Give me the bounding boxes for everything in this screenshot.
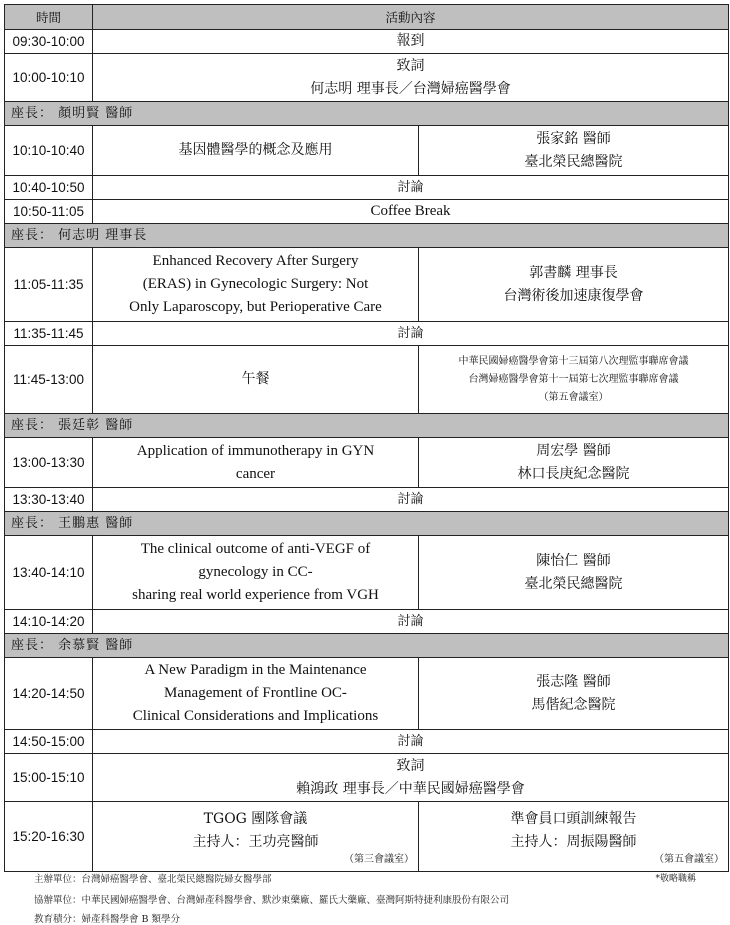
chair-row <box>5 634 729 658</box>
row-time: 11:45-13:00 <box>5 346 93 414</box>
table-row <box>5 754 729 802</box>
chair-row <box>5 512 729 536</box>
row-time: 11:35-11:45 <box>5 322 93 346</box>
topic-line: Only Laparoscopy, but Perioperative Care <box>129 299 382 315</box>
topic-line: sharing real world experience from VGH <box>132 587 379 603</box>
chair-label: 座長： 何志明 理事長 <box>5 224 729 248</box>
row-time: 14:20-14:50 <box>5 658 93 730</box>
chair-label: 座長： 張廷彰 醫師 <box>5 414 729 438</box>
speaker: 周宏學 醫師 <box>536 442 611 459</box>
table-row <box>5 54 729 102</box>
meeting-title: TGOG 團隊會議 <box>203 810 308 827</box>
speaker: 張家銘 醫師 <box>536 130 611 147</box>
affiliation: 台灣術後加速康復學會 <box>503 287 644 304</box>
lunch: 午餐 <box>93 346 419 414</box>
speaker: 陳怡仁 醫師 <box>536 552 611 569</box>
speaker-cell <box>419 126 729 176</box>
row-time: 13:30-13:40 <box>5 488 93 512</box>
row-time: 14:50-15:00 <box>5 730 93 754</box>
table-row <box>5 658 729 730</box>
discussion: 討論 <box>93 610 729 634</box>
topic <box>93 658 419 730</box>
speaker-cell <box>419 438 729 488</box>
table-header <box>5 5 729 30</box>
closing-cell <box>93 754 729 802</box>
meeting-host: 主持人：周振陽醫師 <box>510 833 637 850</box>
trainee-report <box>419 802 729 872</box>
topic-line: Enhanced Recovery After Surgery <box>152 253 359 269</box>
meeting-line: 中華民國婦癌醫學會第十三屆第八次理監事聯席會議 <box>458 355 689 367</box>
topic-line: cancer <box>235 465 276 482</box>
affiliation: 臺北榮民總醫院 <box>524 575 623 592</box>
discussion: 討論 <box>93 488 729 512</box>
table-row <box>5 438 729 488</box>
topic <box>93 248 419 322</box>
row-time: 13:40-14:10 <box>5 536 93 610</box>
chair-label: 座長： 余慕賢 醫師 <box>5 634 729 658</box>
row-time: 09:30-10:00 <box>5 30 93 54</box>
table-row <box>5 610 729 634</box>
coorganizers: 協辦單位：中華民國婦癌醫學會、台灣婦產科醫學會、默沙東藥廠、羅氏大藥廠、臺灣阿斯特捷利康股份有限公司 <box>34 895 510 906</box>
agenda-table <box>4 4 729 872</box>
table-row <box>5 346 729 414</box>
meeting-room: （第三會議室） <box>344 853 414 865</box>
table-row <box>5 176 729 200</box>
row-time: 15:20-16:30 <box>5 802 93 872</box>
opening-speaker: 何志明 理事長／台灣婦癌醫學會 <box>310 80 511 97</box>
header-time: 時間 <box>5 5 93 30</box>
topic-line: (ERAS) in Gynecologic Surgery: Not <box>142 276 369 292</box>
closing-title: 致詞 <box>396 757 425 774</box>
topic-line: gynecology in CC- <box>198 564 313 580</box>
affiliation: 臺北榮民總醫院 <box>524 153 623 170</box>
row-time: 13:00-13:30 <box>5 438 93 488</box>
row-time: 15:00-15:10 <box>5 754 93 802</box>
discussion: 討論 <box>93 730 729 754</box>
topic-line: A New Paradigm in the Maintenance <box>144 662 367 678</box>
table-row <box>5 730 729 754</box>
speaker-cell <box>419 536 729 610</box>
row-time: 11:05-11:35 <box>5 248 93 322</box>
topic-line: Clinical Considerations and Implications <box>132 708 379 724</box>
meeting-room: （第五會議室） <box>538 391 609 403</box>
speaker: 張志隆 醫師 <box>536 673 611 690</box>
tgog-meeting <box>93 802 419 872</box>
title-note: *敬略職稱 <box>655 874 696 884</box>
table-row <box>5 488 729 512</box>
education-credits: 教育積分：婦產科醫學會 B 類學分 <box>34 914 181 925</box>
discussion: 討論 <box>93 322 729 346</box>
speaker: 郭書麟 理事長 <box>529 264 618 281</box>
topic <box>93 536 419 610</box>
row-text: 報到 <box>93 30 729 54</box>
speaker-cell <box>419 248 729 322</box>
header-content: 活動內容 <box>93 5 729 30</box>
table-row <box>5 322 729 346</box>
chair-row <box>5 224 729 248</box>
row-time: 10:10-10:40 <box>5 126 93 176</box>
meeting-line: 台灣婦癌醫學會第十一屆第七次理監事聯席會議 <box>468 373 679 385</box>
chair-label: 座長： 顏明賢 醫師 <box>5 102 729 126</box>
organizers: 主辦單位：台灣婦癌醫學會、臺北榮民總醫院婦女醫學部 <box>34 874 272 885</box>
speaker-cell <box>419 658 729 730</box>
topic-line: The clinical outcome of anti-VEGF of <box>140 541 371 557</box>
closing-speaker: 賴鴻政 理事長／中華民國婦癌醫學會 <box>296 780 525 797</box>
topic-line: Application of immunotherapy in GYN <box>136 442 375 459</box>
row-time: 14:10-14:20 <box>5 610 93 634</box>
opening-title: 致詞 <box>396 57 425 74</box>
table-row <box>5 200 729 224</box>
meeting-title: 準會員口頭訓練報告 <box>510 810 637 827</box>
meeting-host: 主持人：王功亮醫師 <box>192 833 319 850</box>
table-row <box>5 30 729 54</box>
affiliation: 林口長庚紀念醫院 <box>517 465 630 482</box>
meeting-room: （第五會議室） <box>654 853 725 865</box>
row-time: 10:00-10:10 <box>5 54 93 102</box>
chair-row <box>5 102 729 126</box>
opening-cell <box>93 54 729 102</box>
affiliation: 馬偕紀念醫院 <box>531 696 616 713</box>
row-time: 10:50-11:05 <box>5 200 93 224</box>
table-row <box>5 802 729 872</box>
topic: 基因體醫學的概念及應用 <box>93 126 419 176</box>
chair-label: 座長： 王鵬惠 醫師 <box>5 512 729 536</box>
meeting-cell <box>419 346 729 414</box>
chair-row <box>5 414 729 438</box>
topic-line: Management of Frontline OC- <box>164 685 347 701</box>
topic <box>93 438 419 488</box>
discussion: 討論 <box>93 176 729 200</box>
table-row <box>5 248 729 322</box>
table-row <box>5 536 729 610</box>
row-time: 10:40-10:50 <box>5 176 93 200</box>
table-row <box>5 126 729 176</box>
coffee-break: Coffee Break <box>93 200 729 224</box>
